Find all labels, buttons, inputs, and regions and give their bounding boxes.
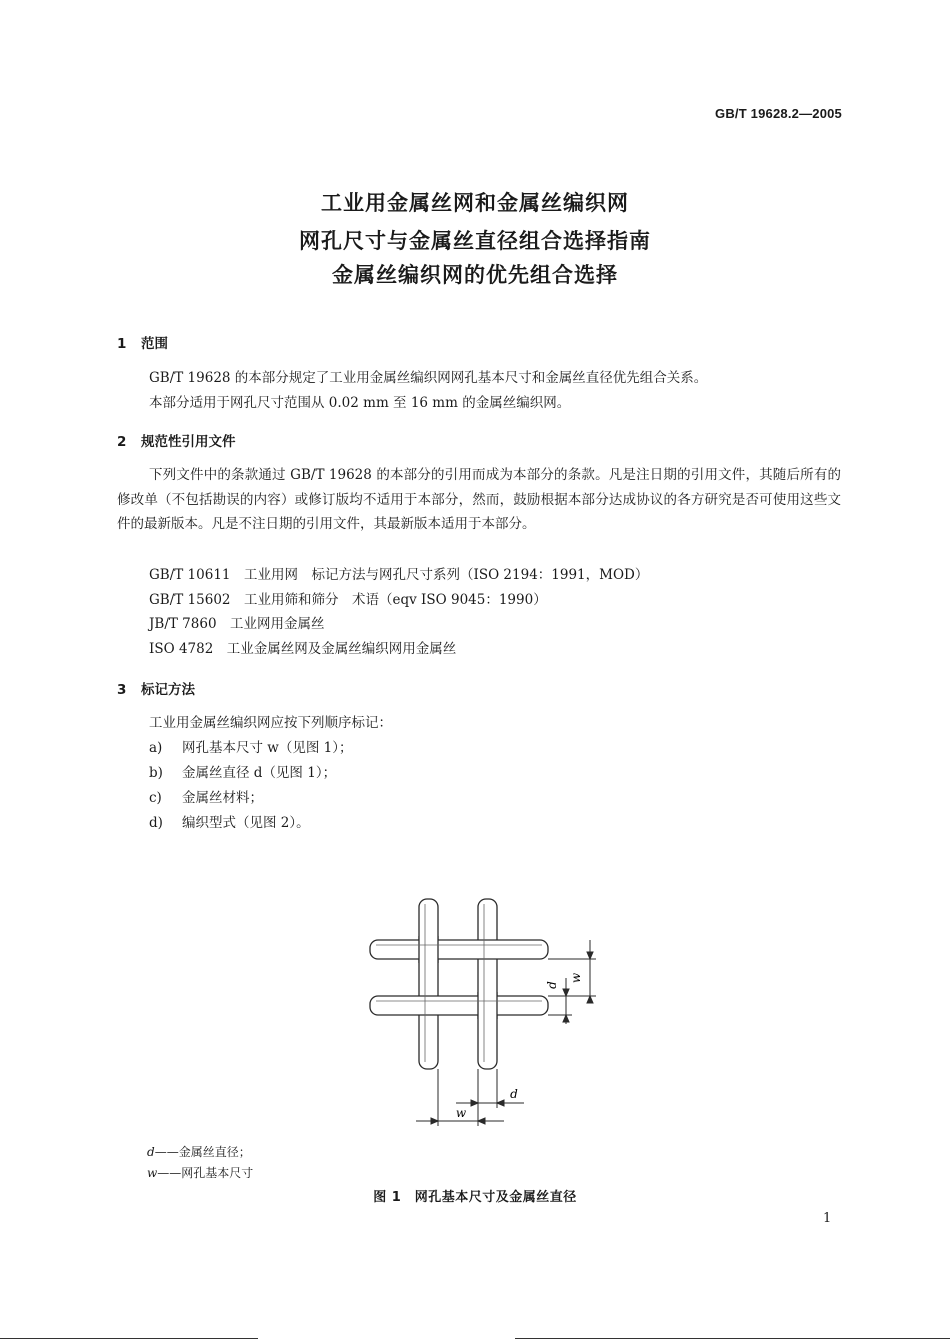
dim-label-d-vertical: d [545, 981, 559, 989]
list-item-label: d) [149, 815, 163, 831]
vertical-wire-over [478, 992, 497, 1019]
title-line-2: 网孔尺寸与金属丝直径组合选择指南 [299, 229, 651, 253]
section-3-number: 3 [117, 682, 127, 698]
dim-label-d-horizontal: d [510, 1087, 518, 1101]
section-2-paragraph: 下列文件中的条款通过 GB/T 19628 的本部分的引用而成为本部分的条款。凡是注日期的引用文件，其随后所有的修改单（不包括勘误的内容）或修订版均不适用于本部分，然而，鼓励根据本部分达成协议的各方研究是否可使用这些文件的最新版本。凡是不注日期的引用文件，其最新版本适用于本部分。 [117, 467, 841, 532]
section-1-para-2: 本部分适用于网孔尺寸范围从 0.02 mm 至 16 mm 的金属丝编织网。 [149, 395, 571, 411]
figure-legend-item [147, 1143, 251, 1160]
vertical-wire [478, 899, 497, 1069]
vertical-wire [419, 899, 438, 1069]
reference-item: JB/T 7860 工业网用金属丝 [149, 616, 325, 632]
figure-caption: 图 1 网孔基本尺寸及金属丝直径 [373, 1190, 577, 1205]
list-item-text: 网孔基本尺寸 w（见图 1）； [182, 740, 353, 756]
section-1-para-1: GB/T 19628 的本部分规定了工业用金属丝编织网网孔基本尺寸和金属丝直径优先组合关系。 [149, 370, 708, 386]
dim-label-w-vertical: w [569, 972, 583, 984]
title-line-3: 金属丝编织网的优先组合选择 [332, 263, 618, 287]
bottom-rule-right [515, 1338, 950, 1339]
section-3-intro: 工业用金属丝编织网应按下列顺序标记： [149, 715, 392, 731]
standard-code: GB/T 19628.2—2005 [715, 106, 842, 121]
vertical-wire-over [419, 936, 438, 963]
section-2-title: 规范性引用文件 [141, 434, 236, 450]
reference-item: ISO 4782 工业金属丝网及金属丝编织网用金属丝 [149, 641, 457, 657]
legend-dash: —— [157, 1166, 182, 1180]
legend-symbol: w [147, 1166, 158, 1180]
section-2-number: 2 [117, 434, 127, 450]
section-1-number: 1 [117, 336, 127, 352]
legend-text: 金属丝直径； [178, 1145, 251, 1159]
wire-mesh-wires [370, 899, 548, 1069]
wire-shading [376, 904, 542, 1062]
page-number: 1 [823, 1211, 832, 1226]
list-item-label: c) [149, 790, 162, 806]
section-1-title: 范围 [141, 336, 168, 352]
dimension-lines-bottom [416, 1069, 524, 1126]
legend-symbol: d [147, 1145, 155, 1159]
list-item-label: a) [149, 740, 163, 756]
figure-legend-item [147, 1164, 253, 1181]
bottom-rule-left [0, 1338, 258, 1339]
list-item-label: b) [149, 765, 163, 781]
reference-item: GB/T 15602 工业用筛和筛分 术语（eqv ISO 9045：1990） [149, 592, 547, 608]
reference-item: GB/T 10611 工业用网 标记方法与网孔尺寸系列（ISO 2194：1991，MOD） [149, 567, 649, 583]
horizontal-wire [370, 996, 548, 1015]
list-item-text: 金属丝材料； [182, 790, 263, 806]
legend-dash: —— [154, 1145, 179, 1159]
section-3-title: 标记方法 [141, 682, 195, 698]
title-line-1: 工业用金属丝网和金属丝编织网 [321, 191, 629, 215]
legend-text: 网孔基本尺寸 [181, 1166, 254, 1180]
dim-label-w-horizontal: w [455, 1106, 467, 1120]
horizontal-wire [370, 940, 548, 959]
list-item-text: 金属丝直径 d（见图 1）； [182, 765, 337, 781]
list-item-text: 编织型式（见图 2）。 [182, 815, 310, 831]
